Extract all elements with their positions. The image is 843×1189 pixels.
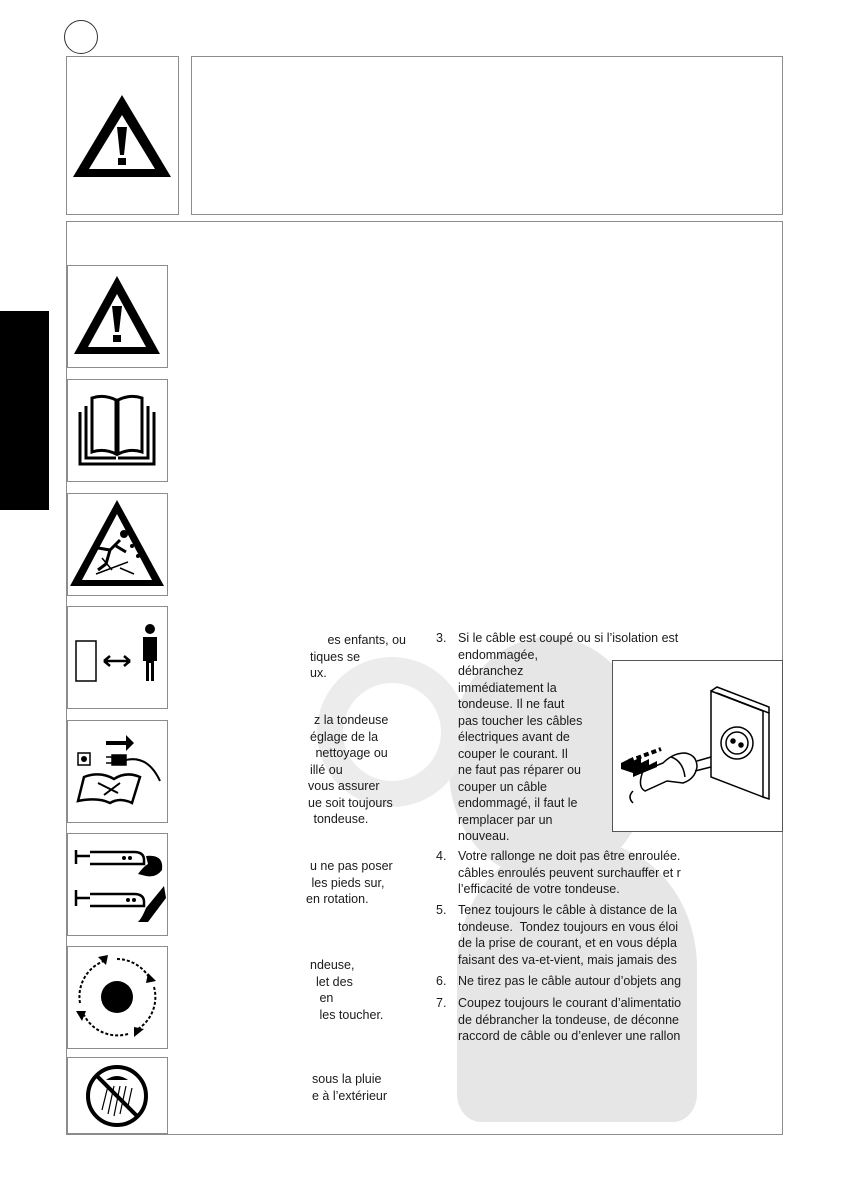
instruction-item-5: 5. Tenez toujours le câble à distance de la tondeuse. Tondez toujours en vous éloi de la prise de courant, et en vous dépla faisant des va-et-vient, mais jamais des: [436, 903, 679, 967]
keep-feet-away-icon: [68, 834, 166, 934]
bystanders-text-fragment: es enfants, ou tiques se ux.: [310, 633, 406, 680]
icon-box-manual: [67, 379, 168, 482]
unplug-before-maintenance-icon: [68, 721, 166, 821]
icon-box-unplug: [67, 720, 168, 823]
warning-triangle-icon: [68, 266, 166, 366]
icon-box-warning: [67, 265, 168, 368]
rain-text-fragment: sous la pluie e à l’extérieur: [312, 1072, 388, 1103]
plug-illustration-box: [612, 660, 783, 832]
unplug-text-fragment: z la tondeuse églage de la nettoyage ou illé ou vous assurer ue soit toujours tondeuse.: [308, 713, 393, 826]
thrown-objects-warning-icon: [68, 494, 166, 594]
warning-triangle-icon: [67, 57, 177, 213]
open-book-icon: [68, 380, 166, 480]
icon-box-projectile: [67, 493, 168, 596]
section-side-tab: [0, 311, 49, 510]
instruction-item-6: 6. Ne tirez pas le câble autour d’objets ang: [436, 974, 682, 988]
language-marker-circle: [64, 20, 98, 54]
icon-box-rain: [67, 1057, 168, 1134]
icon-box-feet: [67, 833, 168, 936]
instruction-item-3: 3. Si le câble est coupé ou si l’isolation est endommagée, débranchez immédiatement la tondeuse. Il ne faut pas toucher les câbles électriques avant de couper le courant. Il ne faut pas réparer ou couper un câble endommagé, il faut le remplacer par un nouveau.: [436, 631, 679, 843]
instruction-item-7: 7. Coupez toujours le courant d’alimentatio de débrancher la tondeuse, de déconne raccord de câble ou d’enlever une rallon: [436, 996, 682, 1043]
rotating-blade-icon: [68, 947, 166, 1047]
keep-distance-person-icon: [68, 607, 166, 707]
top-warning-text-box: [191, 56, 783, 215]
top-warning-icon-box: [66, 56, 179, 215]
icon-box-blade: [67, 946, 168, 1049]
blade-text-fragment: ndeuse, let des en les toucher.: [310, 958, 384, 1022]
socket-and-plug-icon: [613, 661, 781, 830]
instruction-item-4: 4. Votre rallonge ne doit pas être enroulée. câbles enroulés peuvent surchauffer et r l’efficacité de votre tondeuse.: [436, 849, 681, 896]
icon-box-bystanders: [67, 606, 168, 709]
feet-text-fragment: u ne pas poser les pieds sur, en rotation.: [306, 859, 393, 906]
no-rain-icon: [68, 1058, 166, 1132]
